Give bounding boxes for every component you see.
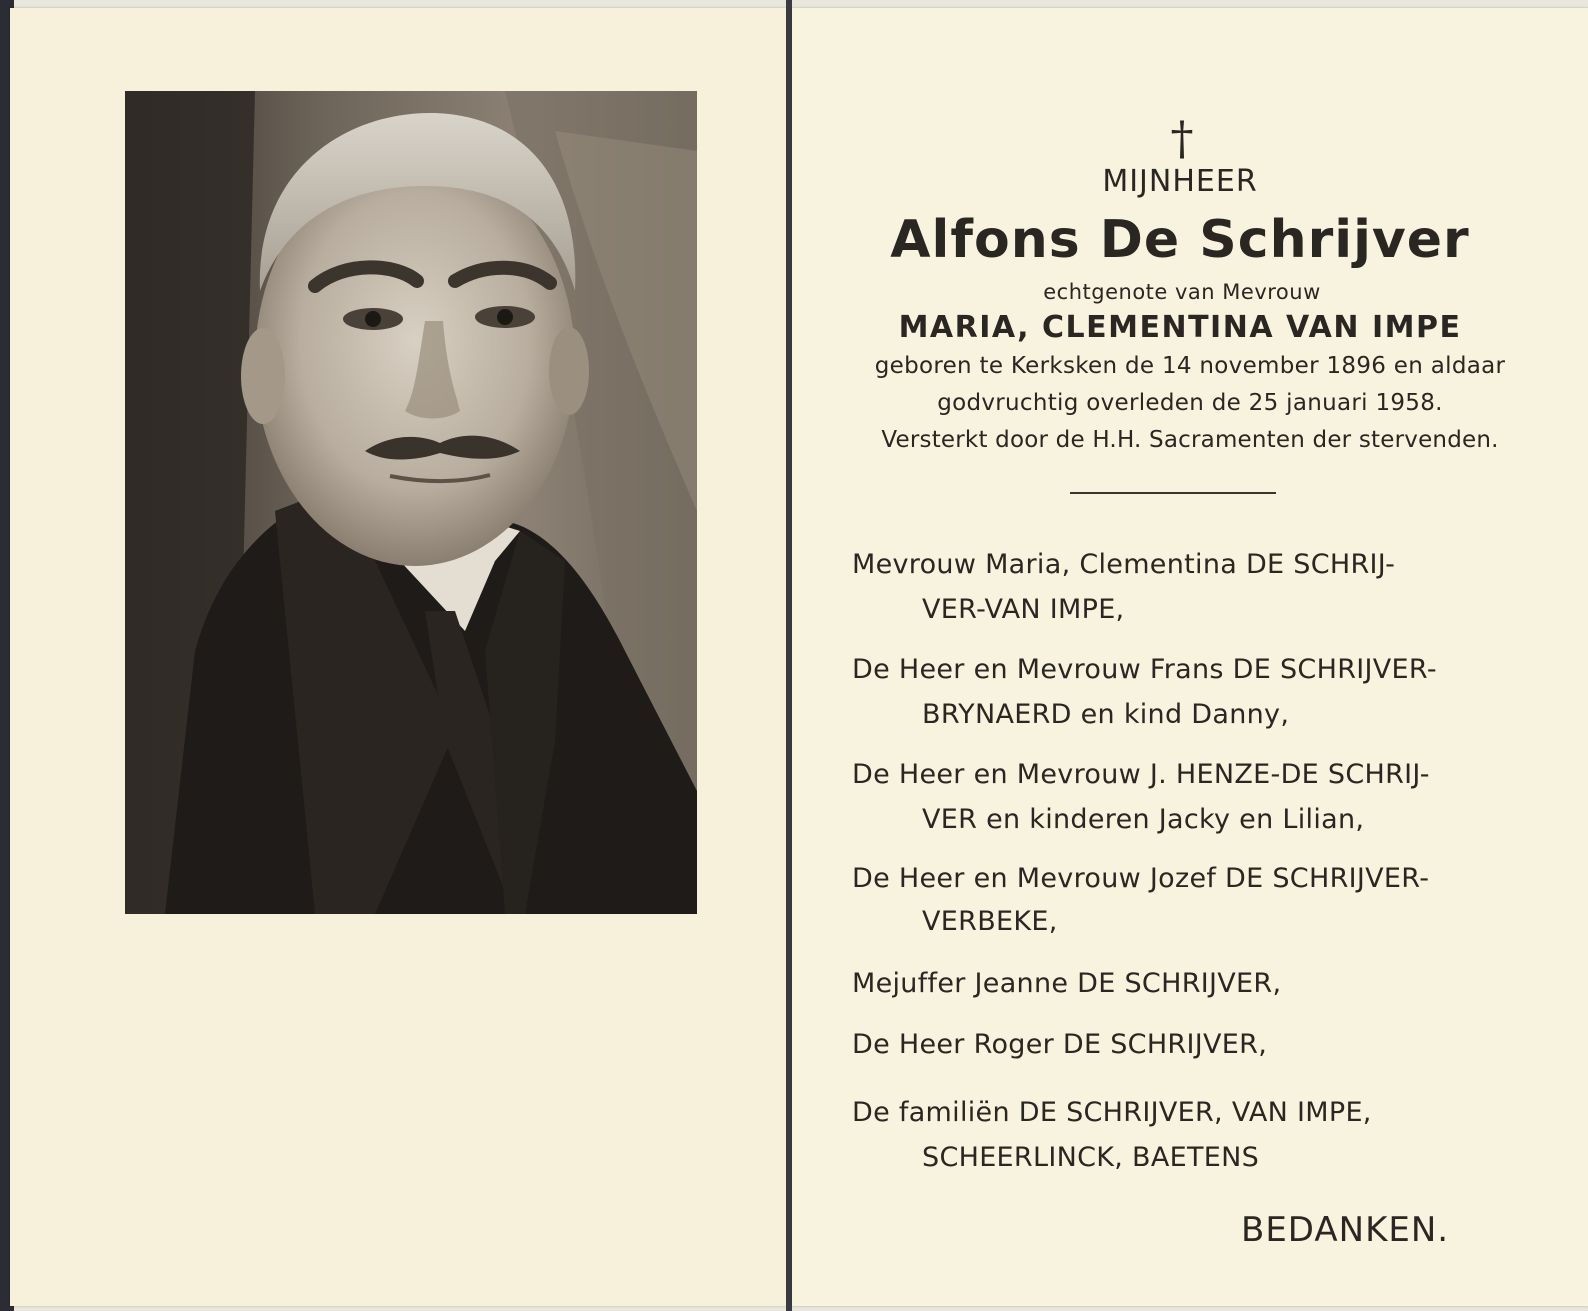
family-line: De Heer en Mevrouw Jozef DE SCHRIJVER- (852, 863, 1430, 894)
death-line: godvruchtig overleden de 25 januari 1958. (937, 390, 1443, 416)
photo-panel (10, 8, 786, 1306)
honorific: MIJNHEER (1102, 164, 1258, 199)
family-line: De Heer Roger DE SCHRIJVER, (852, 1029, 1268, 1060)
memorial-card (792, 8, 1588, 1306)
family-line: De familiën DE SCHRIJVER, VAN IMPE, (852, 1097, 1372, 1128)
family-line: BRYNAERD en kind Danny, (922, 699, 1290, 730)
family-line: Mevrouw Maria, Clementina DE SCHRIJ- (852, 549, 1396, 580)
text-panel (792, 8, 1588, 1306)
portrait-illustration (125, 91, 697, 914)
spouse-intro: echtgenote van Mevrouw (1043, 280, 1321, 304)
family-line: De Heer en Mevrouw J. HENZE-DE SCHRIJ- (852, 759, 1430, 790)
sacrament-line: Versterkt door de H.H. Sacramenten der stervenden. (881, 427, 1499, 453)
family-line: VER en kinderen Jacky en Lilian, (922, 804, 1365, 835)
cross-icon: † (1170, 111, 1194, 165)
family-line: VER-VAN IMPE, (922, 594, 1125, 625)
divider-rule (1070, 492, 1276, 494)
family-line: Mejuffer Jeanne DE SCHRIJVER, (852, 968, 1282, 999)
portrait-photo (125, 91, 697, 914)
family-line: De Heer en Mevrouw Frans DE SCHRIJVER- (852, 654, 1437, 685)
birth-line: geboren te Kerksken de 14 november 1896 en aldaar (874, 353, 1506, 379)
family-line: SCHEERLINCK, BAETENS (922, 1142, 1260, 1173)
deceased-name: Alfons De Schrijver (890, 210, 1470, 270)
spouse-name: MARIA, CLEMENTINA VAN IMPE (898, 310, 1462, 345)
closing-thanks: BEDANKEN. (1241, 1210, 1450, 1250)
family-line: VERBEKE, (922, 906, 1058, 937)
